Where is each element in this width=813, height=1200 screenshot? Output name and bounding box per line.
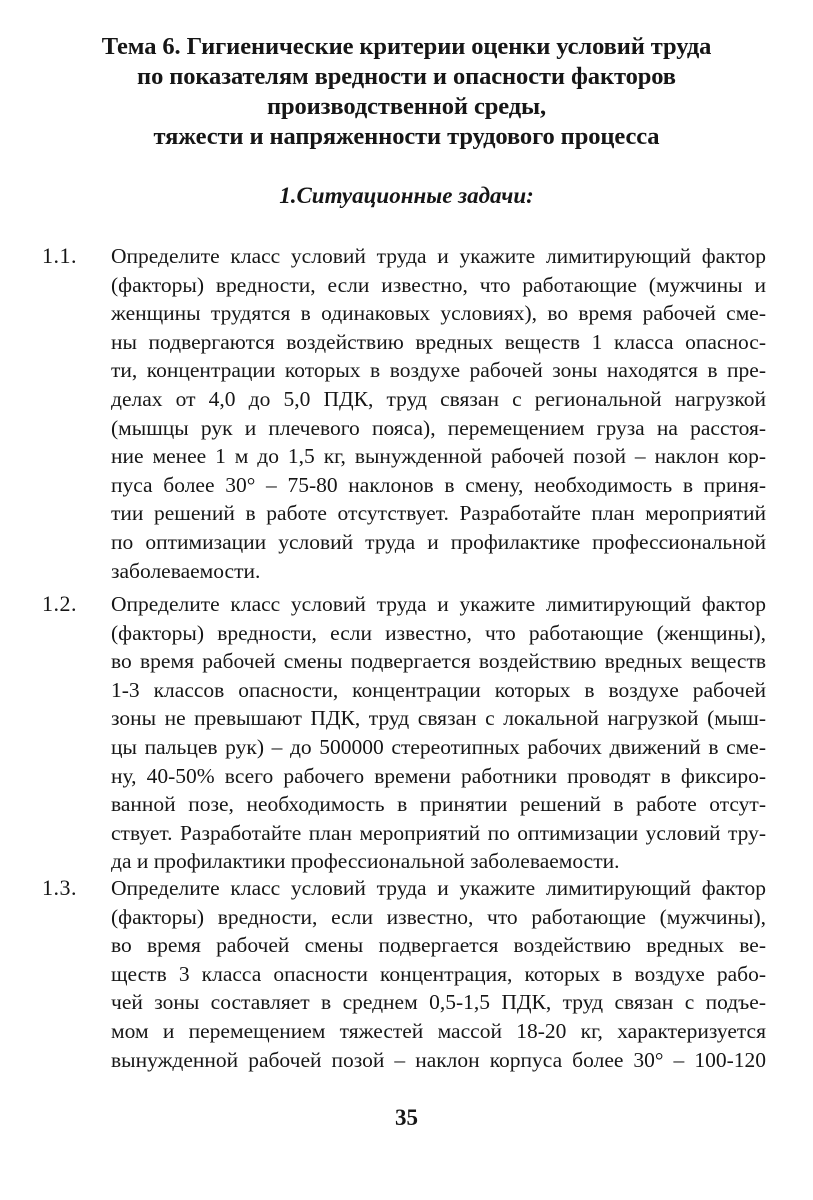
task-text-line: ствует. Разработайте план мероприятий по оптимизации условий тру- [111,820,766,845]
task-text-line: ны подвергаются воздействию вредных веществ 1 класса опаснос- [111,329,766,354]
task-text-line: делах от 4,0 до 5,0 ПДК, труд связан с региональной нагрузкой [111,387,766,411]
task-text-line: во время рабочей смены подвергается воздействию вредных ве- [111,933,766,958]
task-text-line: Определите класс условий труда и укажите лимитирующий фактор [111,244,766,268]
title-line: по показателям вредности и опасности факторов [137,63,676,90]
task-text-line: (мышцы рук и плечевого пояса), перемещением груза на расстоя- [111,415,766,440]
title-line: производственной среды, [266,93,547,120]
task-text-line: (факторы) вредности, если известно, что работающие (мужчины), [111,904,766,929]
task-text-line: 1-3 классов опасности, концентрации которых в воздухе рабочей [111,677,766,702]
task-text-line: ние менее 1 м до 1,5 кг, вынужденной рабочей позой – наклон кор- [111,444,766,469]
task-text-line: да и профилактики профессиональной заболеваемости. [111,849,620,874]
task-number: 1.2. [42,591,77,616]
task-text-line: цы пальцев рук) – до 500000 стереотипных рабочих движений в сме- [111,735,766,759]
task-text-line: чей зоны составляет в среднем 0,5-1,5 ПДК, труд связан с подъе- [111,990,766,1015]
task-text-line: женщины трудятся в одинаковых условиях), во время рабочей сме- [111,301,766,326]
task-text-line: ну, 40-50% всего рабочего времени работники проводят в фиксиро- [111,763,766,788]
task-number: 1.3. [42,875,77,900]
page-title [40,32,773,152]
task-text-line: заболеваемости. [111,558,261,583]
task-text-line: Определите класс условий труда и укажите лимитирующий фактор [111,876,766,900]
task-text-line: (факторы) вредности, если известно, что работающие (мужчины и [111,272,766,297]
task-text-line: тии решений в работе отсутствует. Разработайте план мероприятий [111,501,766,526]
task-text-line: зоны не превышают ПДК, труд связан с локальной нагрузкой (мыш- [111,706,766,731]
title-line: тяжести и напряженности трудового процесса [153,123,660,150]
task-text-line: пуса более 30° – 75-80 наклонов в смену, необходимость в приня- [111,472,766,497]
section-subtitle: 1.Ситуационные задачи: [279,183,534,208]
task-text-line: по оптимизации условий труда и профилактике профессиональной [111,530,766,554]
task-text-line: ти, концентрации которых в воздухе рабочей зоны находятся в пре- [111,358,766,383]
task-text-line: Определите класс условий труда и укажите лимитирующий фактор [111,592,766,616]
task-text-line: ванной позе, необходимость в принятии решений в работе отсут- [111,792,766,817]
task-text-line: мом и перемещением тяжестей массой 18-20 кг, характеризуется [111,1019,766,1043]
task-text-line: во время рабочей смены подвергается воздействию вредных веществ [111,649,766,674]
task-text-line: ществ 3 класса опасности концентрация, которых в воздухе рабо- [111,961,766,986]
page-number: 35 [395,1105,418,1130]
task-number: 1.1. [42,243,77,268]
title-line: Тема 6. Гигиенические критерии оценки условий труда [101,33,712,60]
task-text-line: вынужденной рабочей позой – наклон корпуса более 30° – 100-120 [111,1047,766,1072]
task-text-line: (факторы) вредности, если известно, что работающие (женщины), [111,620,766,645]
